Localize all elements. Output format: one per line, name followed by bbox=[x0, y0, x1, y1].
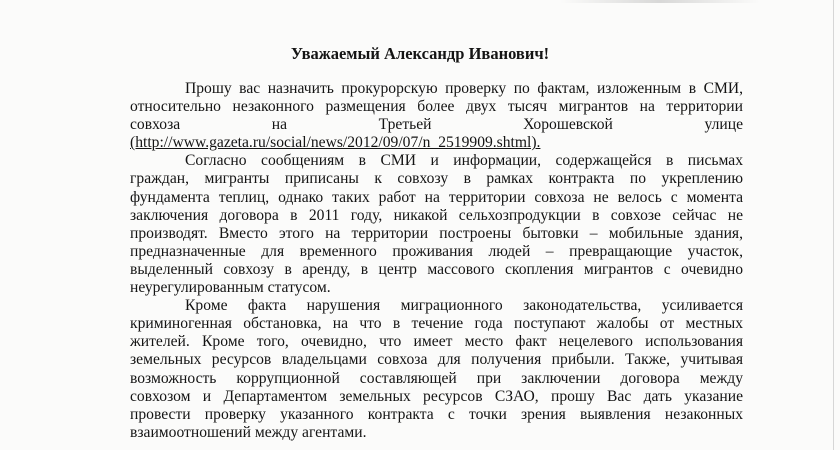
body-line: криминогенная обстановка, на что в течение года поступают жалобы от местных bbox=[130, 315, 743, 333]
letter-greeting: Уважаемый Александр Иванович! bbox=[290, 44, 550, 63]
body-line: граждан, мигранты приписаны к совхозу в рамках контракта по укреплению bbox=[130, 170, 743, 188]
body-line: совхозом и Департаментом земельных ресурсов СЗАО, прошу Вас дать указание bbox=[130, 387, 743, 405]
body-line: выделенный совхозу в аренду, в центр массового скопления мигрантов с очевидно bbox=[130, 260, 743, 278]
body-line: провести проверку указанного контракта с точки зрения выявления незаконных bbox=[130, 405, 743, 423]
scan-artifact bbox=[560, 0, 760, 3]
body-line: возможность коррупционной составляющей при заключении договора между bbox=[130, 369, 743, 387]
body-line: фундамента теплиц, однако таких работ на территории совхоза не велось с момента bbox=[130, 188, 743, 206]
scan-edge bbox=[833, 0, 834, 450]
letter-body bbox=[130, 80, 743, 442]
body-line: неурегулированным статусом. bbox=[130, 279, 331, 297]
body-line: производят. Вместо этого на территории построены бытовки – мобильные здания, bbox=[130, 224, 743, 242]
body-line: Согласно сообщениям в СМИ и информации, содержащейся в письмах bbox=[185, 152, 743, 170]
body-line: земельных ресурсов владельцами совхоза для получения прибыли. Также, учитывая bbox=[130, 351, 743, 369]
body-line: заключения договора в 2011 году, никакой сельхозпродукции в совхозе сейчас не bbox=[130, 206, 743, 224]
body-line: взаимоотношений между агентами. bbox=[130, 423, 367, 441]
body-line: совхоза на Третьей Хорошевской улице bbox=[130, 116, 743, 134]
body-line: относительно незаконного размещения более двух тысяч мигрантов на территории bbox=[130, 98, 743, 116]
body-line: Кроме факта нарушения миграционного законодательства, усиливается bbox=[185, 297, 743, 315]
body-line: жителей. Кроме того, очевидно, что имеет место факт нецелевого использования bbox=[130, 333, 743, 351]
source-link[interactable]: (http://www.gazeta.ru/social/news/2012/09/07/n_2519909.shtml). bbox=[130, 134, 541, 152]
body-line: предназначенные для временного проживания людей – превращающие участок, bbox=[130, 242, 743, 260]
body-line: Прошу вас назначить прокурорскую проверку по фактам, изложенным в СМИ, bbox=[185, 80, 743, 97]
